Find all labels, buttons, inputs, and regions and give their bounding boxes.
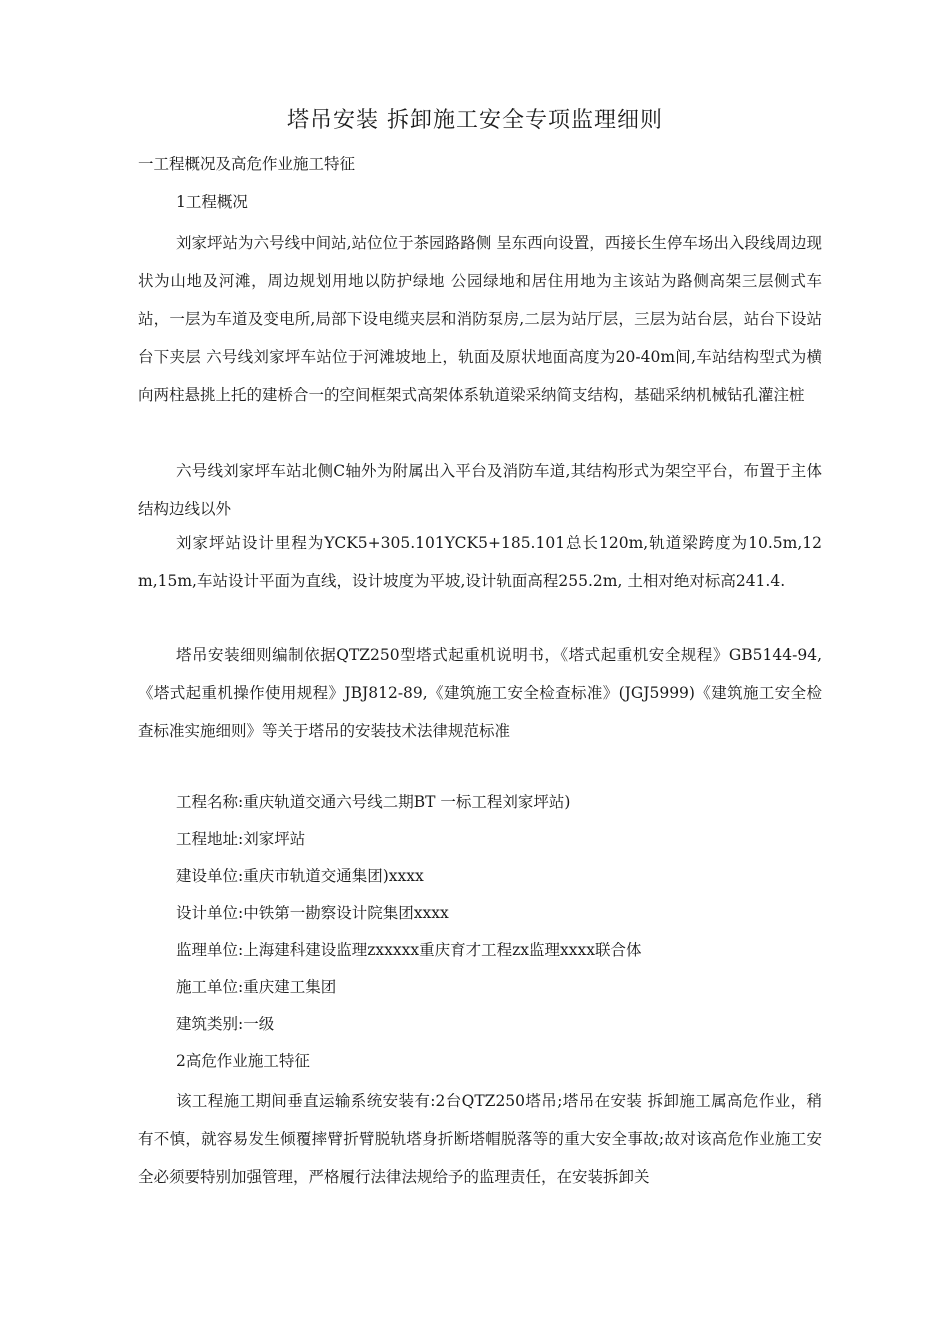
paragraph-station-description: 刘家坪站为六号线中间站,站位位于茶园路路侧 呈东西向设置，西接长生停车场出入段线周边现状为山地及河滩，周边规划用地以防护绿地 公园绿地和居住用地为主该站为路侧高架三层侧式车站，一层为车道及变电所,局部下设电缆夹层和消防泵房,二层为站厅层，三层为站台层，站台下设站台下夹层 六号线刘家坪车站位于河滩坡地上，轨面及原状地面高度为20-40m间,车站结构型式为横向两柱悬挑上托的建桥合一的空间框架式高架体系轨道梁采纳简支结构，基础采纳机械钻孔灌注桩 [138,234,822,404]
paragraph-auxiliary-platform: 六号线刘家坪车站北侧C轴外为附属出入平台及消防车道,其结构形式为架空平台，布置于主体结构边线以外 [138,462,822,518]
paragraph-regulation-basis: 塔吊安装细则编制依据QTZ250型塔式起重机说明书，《塔式起重机安全规程》GB5144-94,《塔式起重机操作使用规程》JBJ812-89,《建筑施工安全检查标准》(JGJ5999)《建筑施工安全检查标准实施细则》等关于塔吊的安装技术法律规范标准 [138,646,822,740]
info-supervision-unit: 监理单位:上海建科建设监理zxxxxx重庆育才工程zx监理xxxx联合体 [176,941,642,959]
info-design-unit: 设计单位:中铁第一勘察设计院集团xxxx [176,904,449,922]
paragraph-design-mileage: 刘家坪站设计里程为YCK5+305.101YCK5+185.101总长120m,轨道梁跨度为10.5m,12m,15m,车站设计平面为直线，设计坡度为平坡,设计轨面高程255.2m, 土相对绝对标高241.4. [138,534,822,590]
info-contractor-unit: 施工单位:重庆建工集团 [176,978,337,996]
info-construction-unit: 建设单位:重庆市轨道交通集团)xxxx [176,867,424,885]
subsection-heading-high-risk: 2高危作业施工特征 [176,1052,310,1070]
info-project-address: 工程地址:刘家坪站 [176,830,306,848]
document-title: 塔吊安装 拆卸施工安全专项监理细则 [287,108,663,133]
subsection-heading-project-overview: 1工程概况 [176,193,248,211]
paragraph-high-risk-description: 该工程施工期间垂直运输系统安装有:2台QTZ250塔吊;塔吊在安装 拆卸施工属高危作业，稍有不慎，就容易发生倾覆摔臂折臂脱轨塔身折断塔帽脱落等的重大安全事故;故对该高危作业施工安全必须要特别加强管理，严格履行法律法规给予的监理责任，在安装拆卸关 [138,1092,822,1186]
section-heading-overview: 一工程概况及高危作业施工特征 [138,155,356,173]
info-project-name: 工程名称:重庆轨道交通六号线二期BT 一标工程刘家坪站) [176,793,571,811]
info-building-category: 建筑类别:一级 [176,1015,275,1033]
